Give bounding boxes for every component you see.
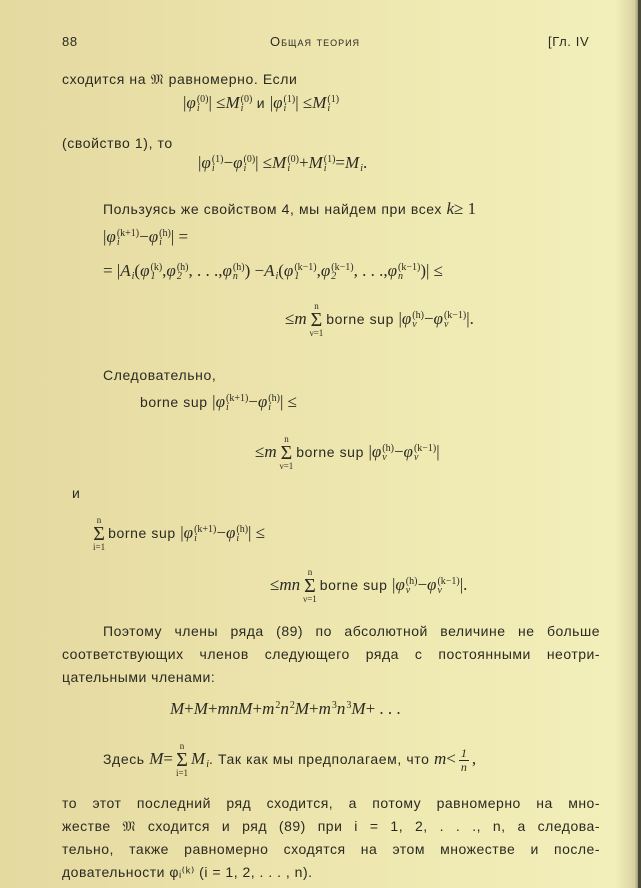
- paragraph-line: довательности φᵢ⁽ᵏ⁾ (i = 1, 2, . . . , n).: [62, 864, 313, 880]
- math-base: M: [351, 699, 366, 718]
- scripts: [159, 229, 171, 247]
- sum-upper: n: [96, 515, 102, 525]
- math-symbol: [258, 393, 280, 412]
- superscript: (h): [382, 443, 394, 454]
- subscript: n: [398, 271, 404, 283]
- math-base: φ: [183, 522, 194, 542]
- math-base: M: [225, 93, 240, 112]
- formula: [183, 94, 339, 113]
- math-operator: ,: [162, 261, 167, 280]
- math-symbol: [264, 262, 278, 281]
- math-base: φ: [186, 93, 196, 112]
- subscript: i: [323, 163, 327, 175]
- scripts: [268, 394, 280, 412]
- math-operator: |.: [466, 308, 474, 328]
- paragraph-line: соответствующих членов следующего ряда с постоянными неотри-: [62, 646, 600, 662]
- math-base: φ: [387, 261, 398, 280]
- superscript: (1): [327, 94, 340, 106]
- math-operator: + . . .: [365, 699, 401, 718]
- superscript: 3: [346, 700, 352, 712]
- math-symbol: [170, 700, 184, 718]
- formula: [285, 302, 474, 338]
- math-symbol: [388, 262, 421, 281]
- scripts: [151, 263, 163, 281]
- math-operator: −: [423, 308, 434, 328]
- math-base: A: [264, 261, 275, 280]
- summation: [310, 302, 324, 338]
- formula: [103, 262, 443, 281]
- subscript: i: [287, 163, 291, 175]
- math-symbol: [284, 262, 317, 281]
- subscript: ν: [382, 452, 387, 463]
- paragraph-line: цательными членами:: [62, 669, 216, 685]
- math-symbol: [273, 94, 295, 113]
- math-base: M: [272, 153, 287, 172]
- math-symbol: [140, 262, 162, 281]
- subscript: 1: [150, 271, 156, 283]
- math-symbol: [403, 441, 440, 463]
- math-symbol: [434, 310, 467, 329]
- math-text: borne sup: [326, 310, 399, 327]
- sum-upper: n: [284, 434, 289, 444]
- math-operator: =: [335, 153, 346, 172]
- math-base: m: [294, 308, 307, 328]
- math-text: borne sup: [319, 576, 392, 593]
- math-operator: |: [183, 93, 187, 112]
- sum-upper: n: [179, 741, 185, 751]
- sum-lower: ν=1: [303, 594, 317, 604]
- math-symbol: [264, 443, 276, 461]
- math-symbol: [434, 750, 446, 768]
- sigma-symbol: Σ: [304, 575, 316, 597]
- math-text: Здесь: [103, 750, 150, 767]
- subscript: n: [232, 271, 238, 283]
- math-symbol: [427, 576, 460, 595]
- math-operator: .: [362, 153, 368, 172]
- math-base: m: [433, 748, 447, 768]
- math-operator: (: [134, 261, 141, 280]
- math-base: mnM: [217, 699, 253, 718]
- formula: [446, 199, 476, 218]
- math-symbol: [294, 310, 306, 328]
- sum-upper: n: [314, 301, 319, 311]
- math-base: n: [280, 699, 289, 718]
- math-base: φ: [395, 574, 405, 594]
- math-base: M: [294, 699, 310, 718]
- subscript: 2: [176, 271, 182, 283]
- sum-lower: i=1: [93, 542, 106, 552]
- math-symbol: [191, 750, 209, 769]
- scripts: [197, 95, 209, 113]
- superscript: (h): [159, 228, 171, 240]
- formula: [90, 516, 265, 552]
- math-symbol: [321, 262, 354, 281]
- text-line: (свойство 1), то: [62, 135, 173, 151]
- math-symbol: [262, 700, 280, 719]
- superscript: (k): [150, 262, 163, 274]
- math-operator: ≤: [255, 441, 265, 461]
- math-base: φ: [215, 392, 225, 411]
- math-operator: |: [103, 227, 107, 246]
- math-symbol: [106, 228, 139, 247]
- subscript: i: [360, 163, 363, 175]
- superscript: (0): [243, 154, 256, 166]
- math-base: φ: [283, 261, 294, 280]
- superscript: (h): [232, 262, 245, 274]
- subscript: i: [268, 402, 272, 414]
- math-base: M: [193, 699, 208, 718]
- subscript: i: [275, 271, 279, 283]
- scripts: [327, 95, 339, 113]
- math-operator: | ≤: [208, 93, 226, 112]
- subscript: ν: [443, 319, 449, 330]
- sigma-symbol: Σ: [93, 523, 105, 545]
- math-symbol: [295, 700, 309, 718]
- math-base: φ: [257, 392, 268, 411]
- math-base: M: [312, 93, 327, 112]
- math-operator: +: [309, 699, 319, 718]
- math-symbol: [149, 750, 163, 768]
- sigma-symbol: Σ: [176, 749, 188, 771]
- math-symbol: [372, 443, 394, 462]
- scripts: [233, 263, 245, 281]
- sigma-symbol: Σ: [310, 309, 323, 331]
- scripts: [206, 751, 209, 769]
- math-symbol: [149, 228, 171, 247]
- math-base: k: [446, 199, 455, 218]
- summation: [280, 435, 294, 471]
- subscript: i: [283, 103, 287, 115]
- summation: [93, 516, 105, 552]
- math-symbol: [120, 262, 134, 281]
- subscript: i: [236, 533, 240, 544]
- math-operator: −: [393, 441, 404, 461]
- math-operator: |: [436, 441, 440, 461]
- math-base: M: [149, 748, 164, 768]
- subscript: ν: [437, 585, 442, 596]
- math-text: . Так как мы предполагаем, что: [209, 750, 434, 767]
- math-base: M: [191, 748, 206, 768]
- math-operator: = |: [103, 261, 121, 280]
- text-line: [103, 200, 476, 218]
- math-operator: , . . .,: [188, 261, 223, 280]
- text-line: сходится на 𝔐 равномерно. Если: [62, 71, 298, 87]
- numerator: 1: [460, 745, 467, 760]
- math-operator: ,: [471, 748, 477, 768]
- scripts: [241, 95, 253, 113]
- paragraph-line: тельно, также равномерно сходятся на этом множестве и после-: [62, 841, 600, 857]
- scripts: [194, 525, 216, 543]
- math-operator: |: [398, 308, 402, 328]
- math-base: m: [318, 699, 331, 718]
- math-operator: =: [163, 748, 173, 768]
- superscript: (k−1): [437, 576, 460, 587]
- math-symbol: [233, 154, 255, 173]
- scripts: [243, 155, 255, 173]
- math-symbol: [446, 200, 454, 218]
- superscript: (h): [236, 524, 249, 535]
- subscript: i: [116, 237, 120, 249]
- math-operator: +: [207, 699, 218, 718]
- math-symbol: [216, 393, 249, 412]
- formula: [103, 228, 188, 247]
- text-line: и: [72, 485, 81, 501]
- formula: [170, 700, 401, 719]
- math-base: φ: [225, 522, 236, 542]
- superscript: (1): [211, 154, 224, 166]
- superscript: (k−1): [294, 262, 317, 274]
- scripts: [212, 155, 224, 173]
- math-symbol: [218, 700, 253, 718]
- scripts: [226, 394, 248, 412]
- math-text: borne sup: [108, 524, 181, 541]
- math-symbol: [186, 94, 208, 113]
- math-base: φ: [233, 153, 243, 172]
- subscript: i: [211, 163, 215, 175]
- scripts: [398, 263, 420, 281]
- math-operator: | ≤: [279, 392, 297, 411]
- math-operator: <: [446, 748, 456, 768]
- math-operator: |: [180, 522, 184, 542]
- math-base: φ: [106, 227, 116, 246]
- paragraph: [62, 792, 600, 884]
- summation: [176, 742, 188, 778]
- superscript: (k−1): [443, 310, 467, 321]
- math-base: mn: [279, 574, 301, 594]
- sum-upper: n: [307, 567, 313, 577]
- superscript: (h): [176, 262, 189, 274]
- superscript: 3: [331, 700, 337, 712]
- math-symbol: [272, 154, 299, 173]
- superscript: (0): [287, 154, 299, 166]
- paragraph-line: то этот последний ряд сходится, а потому равномерно на мно-: [62, 795, 600, 811]
- superscript: (k−1): [398, 262, 421, 274]
- formula: [140, 393, 297, 412]
- superscript: (h): [412, 310, 424, 321]
- math-base: φ: [320, 261, 331, 280]
- math-operator: −: [216, 522, 226, 542]
- paragraph-line: жестве 𝔐 сходится и ряд (89) при i = 1, 2, . . ., n, а следова-: [62, 818, 600, 834]
- superscript: (0): [240, 94, 253, 106]
- math-operator: |: [198, 153, 202, 172]
- superscript: (0): [196, 94, 209, 106]
- math-base: n: [336, 699, 346, 718]
- math-operator: ≤: [285, 308, 295, 328]
- text-fragment: Пользуясь же свойством 4, мы найдем при всех: [103, 201, 442, 217]
- chapter-label: [Гл. IV: [548, 34, 590, 49]
- formula: [103, 742, 476, 778]
- subscript: i: [194, 533, 197, 544]
- superscript: 2: [289, 700, 295, 712]
- math-operator: +: [184, 699, 194, 718]
- math-operator: |.: [459, 574, 468, 594]
- formula: [270, 568, 467, 604]
- math-base: φ: [401, 308, 412, 328]
- summation: [303, 568, 317, 604]
- math-symbol: [226, 524, 248, 543]
- superscript: (k−1): [413, 443, 437, 454]
- math-operator: +: [298, 153, 309, 172]
- math-operator: | ≤: [248, 522, 266, 542]
- math-symbol: [201, 154, 223, 173]
- superscript: (h): [405, 576, 418, 587]
- math-operator: | =: [170, 227, 189, 246]
- math-base: φ: [140, 261, 150, 280]
- superscript: (h): [268, 393, 280, 405]
- math-text: borne sup: [140, 394, 213, 410]
- scripts: [294, 263, 316, 281]
- math-symbol: [166, 262, 188, 281]
- subscript: i: [240, 103, 244, 115]
- math-text: и: [252, 95, 270, 111]
- scripts: [284, 95, 296, 113]
- math-operator: −: [139, 227, 149, 246]
- math-base: φ: [403, 441, 413, 461]
- text-line: Следовательно,: [103, 367, 217, 383]
- math-symbol: [345, 154, 363, 173]
- math-symbol: [312, 94, 339, 113]
- scripts: [437, 577, 459, 595]
- math-base: φ: [166, 261, 176, 280]
- math-symbol: [279, 576, 300, 594]
- math-symbol: [309, 154, 336, 173]
- math-base: M: [345, 153, 360, 172]
- sum-lower: ν=1: [279, 461, 294, 471]
- sigma-symbol: Σ: [280, 442, 293, 464]
- math-operator: ) −: [244, 261, 265, 280]
- page-number: 88: [62, 34, 78, 49]
- math-symbol: [223, 262, 245, 281]
- superscript: (1): [283, 94, 296, 106]
- math-base: φ: [148, 227, 159, 246]
- math-symbol: [184, 524, 217, 543]
- sum-lower: ν=1: [309, 328, 324, 338]
- math-base: φ: [273, 93, 283, 112]
- superscript: (k+1): [194, 524, 217, 535]
- sum-lower: i=1: [175, 768, 189, 778]
- subscript: ν: [412, 319, 417, 330]
- math-symbol: [402, 310, 424, 329]
- math-symbol: [395, 576, 417, 595]
- math-base: M: [170, 699, 185, 718]
- math-base: φ: [433, 308, 443, 328]
- math-base: φ: [201, 153, 211, 172]
- scripts: [236, 525, 248, 543]
- subscript: ν: [413, 452, 419, 463]
- superscript: (k−1): [331, 262, 354, 274]
- scripts: [331, 263, 353, 281]
- running-title: Общая теория: [270, 34, 361, 49]
- math-operator: ≤: [270, 574, 280, 594]
- math-symbol: [351, 700, 365, 718]
- superscript: (k+1): [225, 393, 249, 405]
- math-symbol: [319, 700, 337, 719]
- math-operator: | ≤: [295, 93, 313, 112]
- math-operator: , . . .,: [353, 261, 388, 280]
- paragraph-line: Поэтому члены ряда (89) по абсолютной величине не больше: [103, 623, 600, 639]
- subscript: i: [225, 402, 229, 414]
- math-operator: +: [252, 699, 263, 718]
- scripts: [324, 155, 336, 173]
- math-operator: |: [391, 574, 396, 594]
- math-symbol: [194, 700, 208, 718]
- math-operator: | ≤: [255, 153, 273, 172]
- math-operator: ,: [316, 261, 321, 280]
- math-operator: |: [368, 441, 372, 461]
- math-operator: |: [269, 93, 274, 112]
- math-base: m: [262, 699, 275, 718]
- math-operator: |: [212, 392, 216, 411]
- scripts: [406, 577, 418, 595]
- scripts: [444, 311, 466, 329]
- scripts: [414, 444, 436, 462]
- formula: [198, 154, 367, 173]
- math-operator: −: [223, 153, 234, 172]
- math-text: borne sup: [296, 443, 369, 460]
- subscript: 1: [294, 271, 300, 283]
- scripts: [382, 444, 394, 462]
- scripts: [117, 229, 139, 247]
- subscript: i: [243, 163, 247, 175]
- superscript: (k+1): [116, 228, 140, 240]
- math-symbol: [337, 700, 352, 719]
- paragraph: [62, 620, 600, 689]
- math-symbol: [225, 94, 252, 113]
- math-base: φ: [427, 574, 437, 594]
- subscript: ν: [405, 585, 411, 596]
- subscript: 2: [331, 271, 337, 283]
- math-operator: (: [278, 261, 284, 280]
- formula: [255, 435, 440, 471]
- scripts: [177, 263, 189, 281]
- scripts: [287, 155, 299, 173]
- superscript: 2: [275, 700, 281, 712]
- denominator: n: [460, 759, 467, 774]
- superscript: (1): [323, 154, 336, 166]
- math-base: φ: [222, 261, 232, 280]
- subscript: i: [196, 103, 200, 115]
- fraction: [459, 747, 469, 774]
- math-operator: −: [248, 392, 258, 411]
- math-operator: −: [417, 574, 428, 594]
- math-operator: ≥ 1: [454, 199, 477, 218]
- math-base: φ: [371, 441, 382, 461]
- math-symbol: [280, 700, 295, 719]
- subscript: i: [131, 271, 135, 283]
- math-base: m: [264, 441, 277, 461]
- subscript: i: [159, 237, 162, 249]
- math-base: A: [120, 261, 131, 280]
- math-operator: )| ≤: [420, 261, 443, 280]
- math-base: M: [308, 153, 323, 172]
- scripts: [412, 311, 424, 329]
- subscript: i: [327, 103, 331, 115]
- subscript: i: [206, 759, 209, 770]
